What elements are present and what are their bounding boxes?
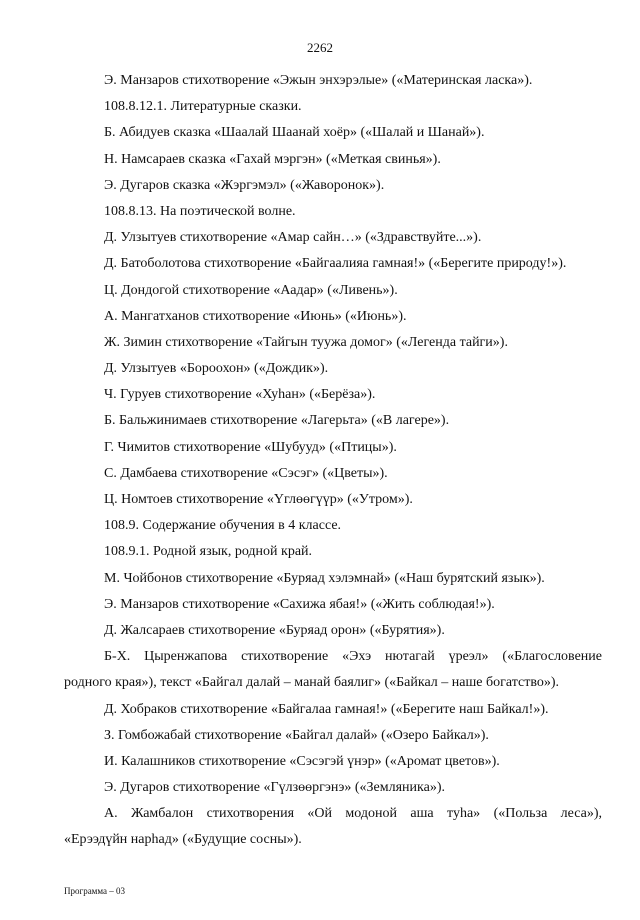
- text-line: Ж. Зимин стихотворение «Тайгын туужа домог» («Легенда тайги»).: [104, 334, 508, 350]
- text-line: Э. Дугаров сказка «Жэргэмэл» («Жаворонок»).: [104, 177, 385, 193]
- text-line: Э. Манзаров стихотворение «Эжын энхэрэлые» («Материнская ласка»).: [104, 73, 533, 88]
- text-line: З. Гомбожабай стихотворение «Байгал далай» («Озеро Байкал»).: [104, 727, 489, 743]
- text-line: Ч. Гуруев стихотворение «Хуhан» («Берёза»).: [104, 387, 376, 403]
- text-line: Ц. Номтоев стихотворение «Үглөөгүүр» («Утром»).: [104, 492, 413, 507]
- text-line: Б. Бальжинимаев стихотворение «Лагерьта» («В лагере»).: [104, 413, 450, 429]
- page-footer: Программа – 03: [64, 886, 126, 896]
- paragraph-continuation: «Ерээдүйн нарhад» («Будущие сосны»).: [64, 832, 302, 848]
- text-line: М. Чойбонов стихотворение «Буряад хэлэмнай» («Наш бурятский язык»).: [104, 570, 545, 586]
- document-body: [64, 72, 602, 858]
- text-line: Э. Манзаров стихотворение «Сахижа ябая!» («Жить соблюдая!»).: [104, 596, 495, 612]
- text-line: И. Калашников стихотворение «Сэсэгэй үнэр» («Аромат цветов»).: [104, 753, 500, 769]
- text-line: Д. Батоболотова стихотворение «Байгаалияа гамная!» («Берегите природу!»).: [104, 256, 567, 272]
- text-line: 108.8.12.1. Литературные сказки.: [104, 99, 302, 115]
- paragraph-first-line: А. Жамбалон стихотворения «Ой модоной аша туhа» («Польза леса»),: [104, 806, 602, 822]
- text-line: Д. Улзытуев стихотворение «Амар сайн…» («Здравствуйте...»).: [104, 230, 482, 246]
- text-line: А. Мангатханов стихотворение «Июнь» («Июнь»).: [104, 308, 407, 324]
- text-line: Г. Чимитов стихотворение «Шубууд» («Птицы»).: [104, 439, 397, 455]
- text-line: Д. Улзытуев «Бороохон» («Дождик»).: [104, 361, 329, 377]
- text-line: Б. Абидуев сказка «Шаалай Шаанай хоёр» («Шалай и Шанай»).: [104, 125, 485, 141]
- text-line: С. Дамбаева стихотворение «Сэсэг» («Цветы»).: [104, 465, 388, 481]
- text-line: Н. Намсараев сказка «Гахай мэргэн» («Меткая свинья»).: [104, 151, 441, 167]
- paragraph-continuation: родного края»), текст «Байгал далай – манай баялиг» («Байкал – наше богатство»).: [64, 675, 560, 691]
- text-line: Д. Хобраков стихотворение «Байгалаа гамная!» («Берегите наш Байкал!»).: [104, 701, 549, 717]
- section-heading: 108.9. Содержание обучения в 4 классе.: [104, 518, 342, 534]
- section-heading: 108.9.1. Родной язык, родной край.: [104, 544, 313, 560]
- paragraph-first-line: Б-Х. Цыренжапова стихотворение «Эхэ нютагай үреэл» («Благословение: [104, 649, 602, 665]
- text-line: Д. Жалсараев стихотворение «Буряад орон» («Бурятия»).: [104, 622, 445, 638]
- page-number: 2262: [307, 40, 333, 55]
- text-line: 108.8.13. На поэтической волне.: [104, 203, 296, 219]
- text-line: Э. Дугаров стихотворение «Гүлзөөргэнэ» («Земляника»).: [104, 780, 445, 796]
- text-line: Ц. Дондогой стихотворение «Аадар» («Ливень»).: [104, 282, 398, 298]
